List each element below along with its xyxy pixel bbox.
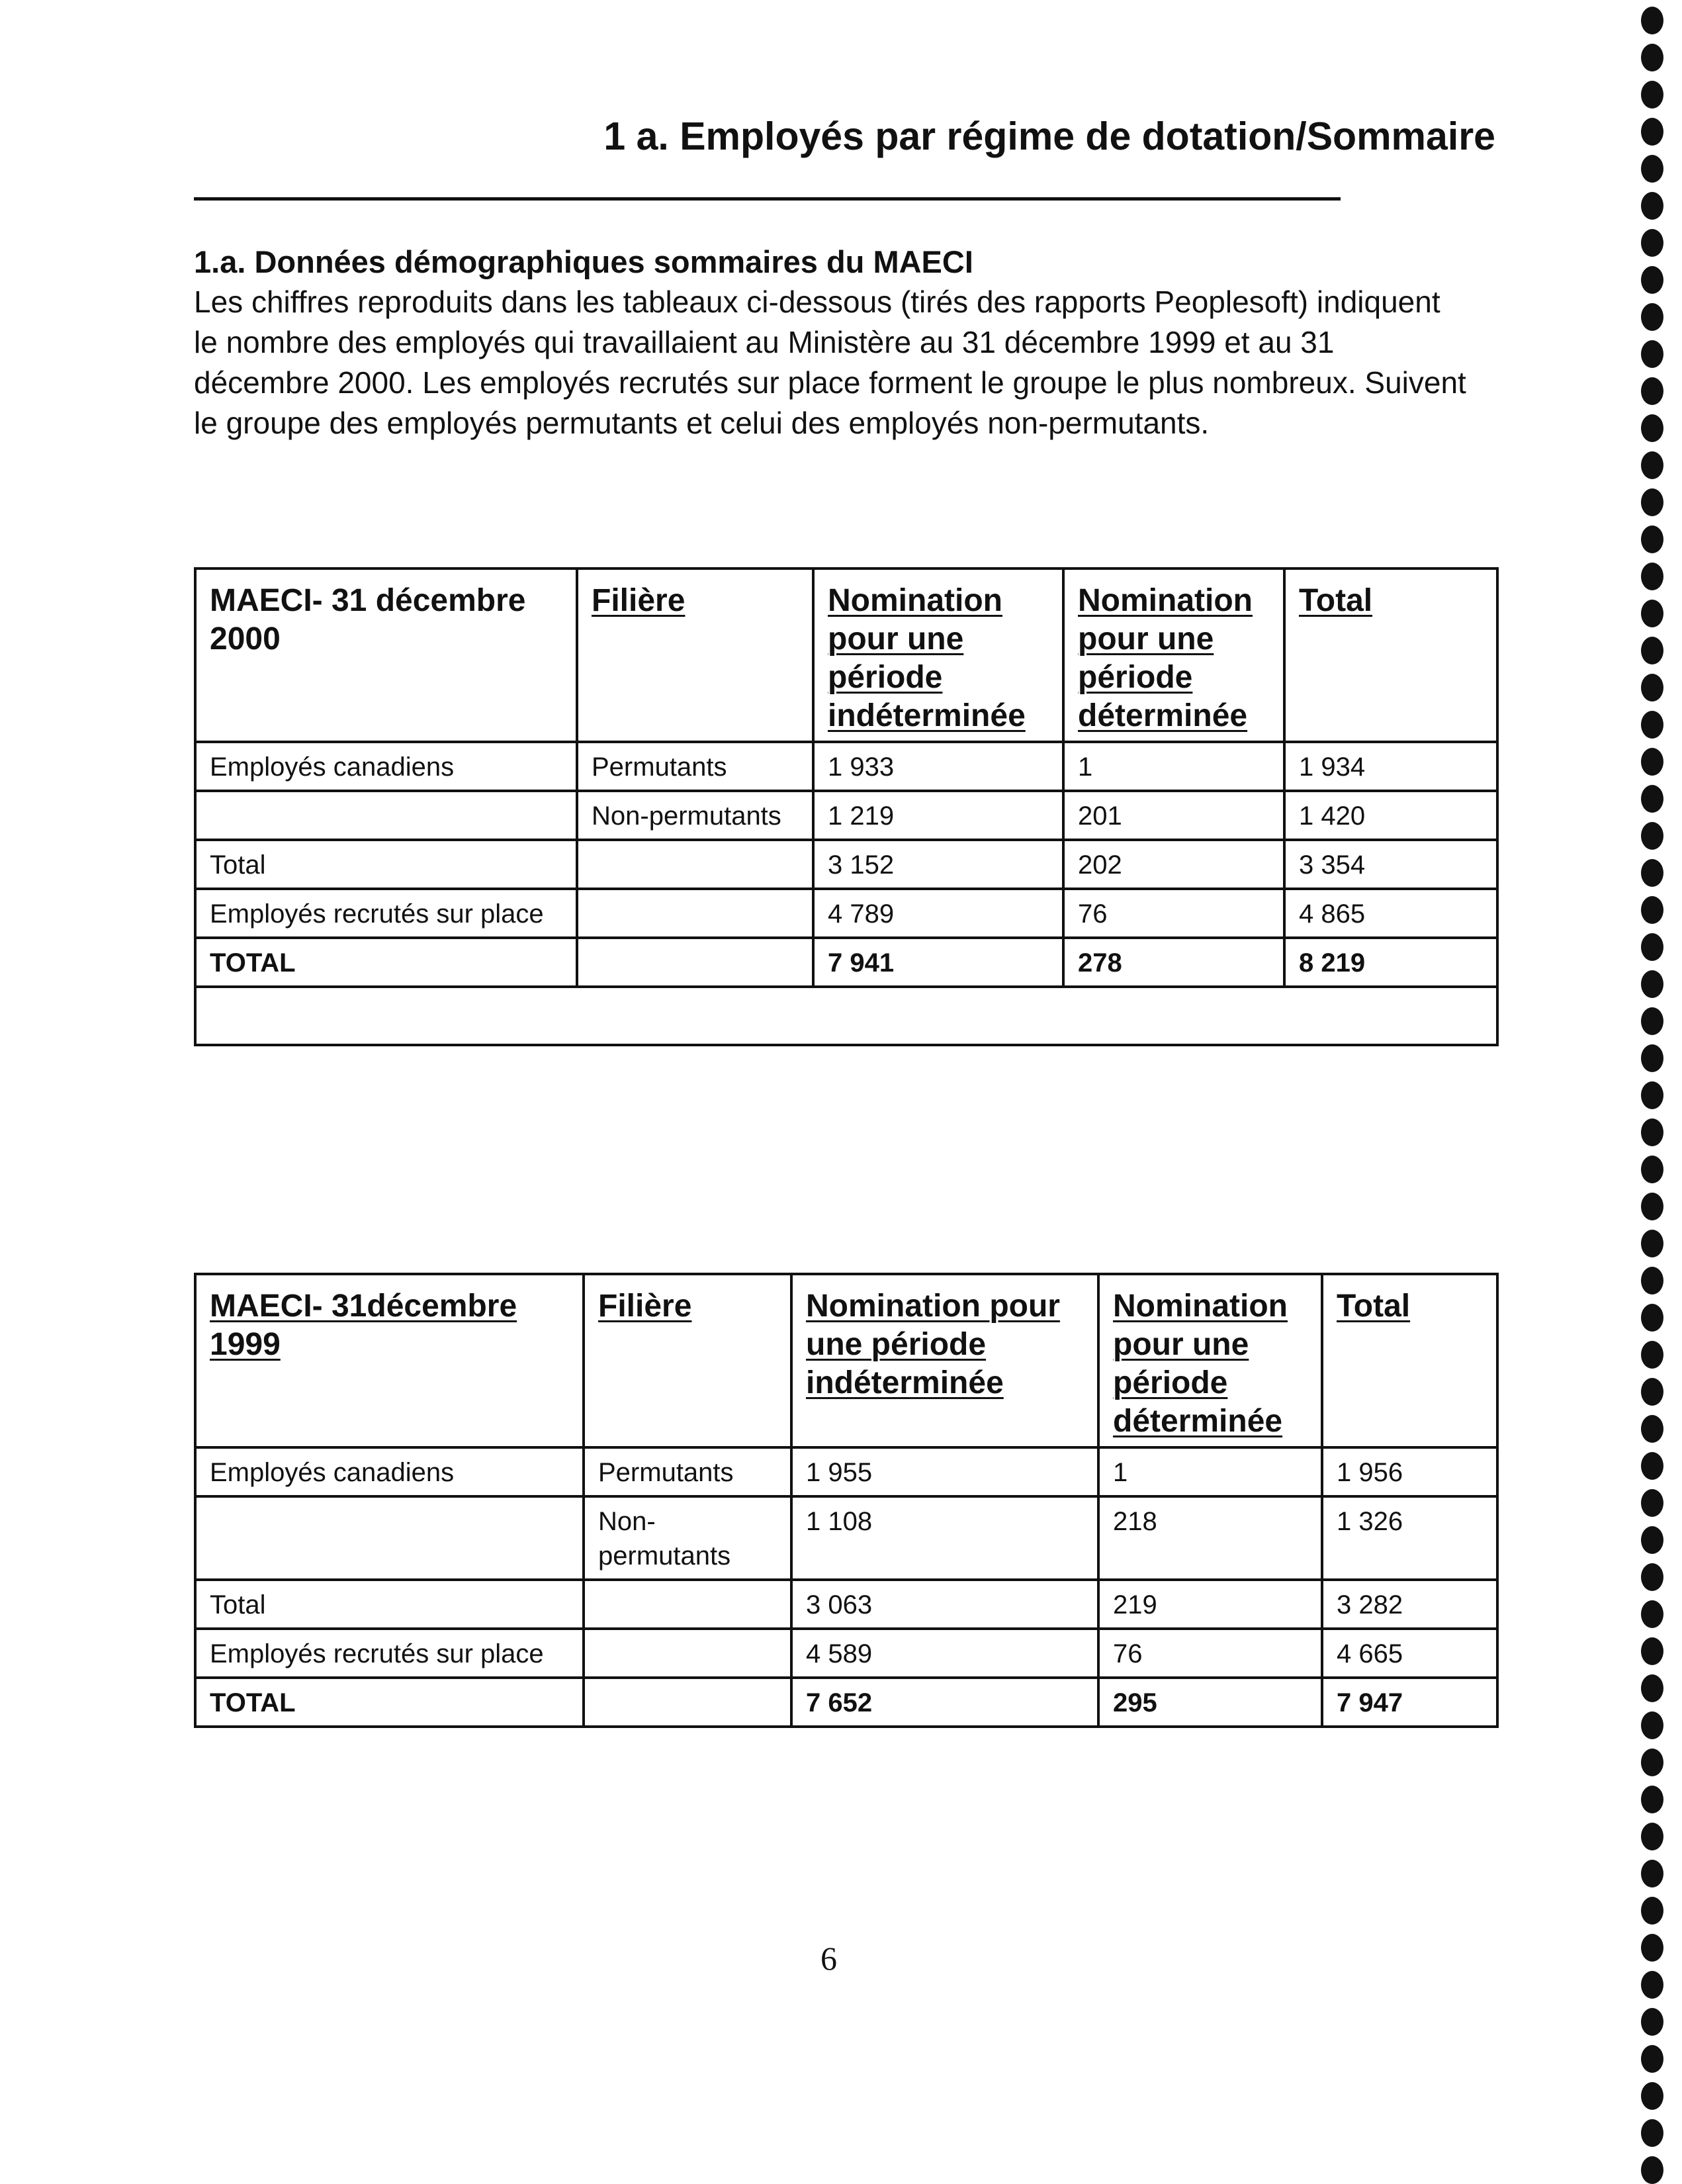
binding-hole	[1641, 1081, 1663, 1109]
binding-hole	[1641, 1193, 1663, 1220]
cell-indeterminee: 1 108	[791, 1496, 1098, 1580]
table-header-row	[195, 569, 1497, 742]
cell-determinee: 76	[1063, 889, 1284, 938]
binding-hole	[1641, 155, 1663, 183]
binding-hole	[1641, 2119, 1663, 2147]
binding-hole	[1641, 192, 1663, 220]
row-filiere	[577, 889, 813, 938]
cell-determinee: 202	[1063, 840, 1284, 889]
page-heading: 1 a. Employés par régime de dotation/Sommaire	[603, 114, 1495, 158]
cell-indeterminee: 4 589	[791, 1629, 1098, 1678]
summary-section	[194, 242, 1471, 443]
table-row	[195, 742, 1497, 791]
binding-hole	[1641, 1230, 1663, 1257]
binding-hole	[1641, 377, 1663, 405]
cell-indeterminee: 7 652	[791, 1678, 1098, 1727]
table-row	[195, 1447, 1497, 1496]
binding-hole	[1641, 785, 1663, 813]
header-period: MAECI- 31 décembre 2000	[195, 569, 577, 742]
binding-hole	[1641, 1415, 1663, 1443]
cell-determinee: 278	[1063, 938, 1284, 987]
section-body: Les chiffres reproduits dans les tableaux ci-dessous (tirés des rapports Peoplesoft) indiquent le nombre des employés qui travaillaient au Ministère au 31 décembre 1999 et au 31 décembre 2000. Les employés recrutés sur place forment le groupe le plus nombreux. Suivent le groupe des employés permutants et celui des employés non-permutants.	[194, 285, 1466, 440]
table-row	[195, 840, 1497, 889]
binding-hole	[1641, 1452, 1663, 1480]
binding-hole	[1641, 2045, 1663, 2073]
binding-hole	[1641, 1786, 1663, 1813]
binding-hole	[1641, 1600, 1663, 1628]
cell-total: 1 420	[1284, 791, 1497, 840]
row-filiere: Permutants	[584, 1447, 791, 1496]
cell-indeterminee: 3 063	[791, 1580, 1098, 1629]
binding-hole	[1641, 1971, 1663, 1999]
binding-hole	[1641, 488, 1663, 516]
table-total-row	[195, 1678, 1497, 1727]
binding-hole	[1641, 748, 1663, 776]
table-empty-row	[195, 987, 1497, 1045]
binding-hole	[1641, 1749, 1663, 1776]
binding-hole	[1641, 2156, 1663, 2184]
cell-determinee: 219	[1098, 1580, 1322, 1629]
row-filiere	[584, 1580, 791, 1629]
binding-hole	[1641, 1674, 1663, 1702]
table-total-row	[195, 938, 1497, 987]
binding-hole	[1641, 44, 1663, 71]
table-row	[195, 1496, 1497, 1580]
binding-hole	[1641, 637, 1663, 664]
row-filiere: Non-permutants	[577, 791, 813, 840]
cell-indeterminee: 1 933	[813, 742, 1063, 791]
table-2000	[194, 567, 1499, 1046]
table-row	[195, 791, 1497, 840]
row-label: Employés recrutés sur place	[195, 889, 577, 938]
header-indeterminee: Nomination pour une période indéterminée	[791, 1274, 1098, 1447]
binding-hole	[1641, 414, 1663, 442]
row-filiere: Non-permutants	[584, 1496, 791, 1580]
header-filiere: Filière	[584, 1274, 791, 1447]
row-filiere	[584, 1678, 791, 1727]
binding-hole	[1641, 1897, 1663, 1925]
binding-hole	[1641, 7, 1663, 34]
binding-hole	[1641, 340, 1663, 368]
cell-total: 3 282	[1322, 1580, 1497, 1629]
cell-indeterminee: 7 941	[813, 938, 1063, 987]
binding-hole	[1641, 896, 1663, 924]
row-filiere	[577, 840, 813, 889]
cell-determinee: 76	[1098, 1629, 1322, 1678]
row-label: Total	[195, 840, 577, 889]
row-label: TOTAL	[195, 938, 577, 987]
header-total: Total	[1284, 569, 1497, 742]
cell-total: 1 934	[1284, 742, 1497, 791]
binding-hole	[1641, 229, 1663, 257]
binding-hole	[1641, 1526, 1663, 1554]
row-label: Employés recrutés sur place	[195, 1629, 584, 1678]
binding-hole	[1641, 563, 1663, 590]
cell-total: 8 219	[1284, 938, 1497, 987]
binding-hole	[1641, 1267, 1663, 1295]
heading-rule	[194, 197, 1341, 201]
binding-hole	[1641, 451, 1663, 479]
section-title: 1.a. Données démographiques sommaires du MAECI	[194, 244, 973, 279]
binding-hole	[1641, 1823, 1663, 1850]
header-period: MAECI- 31décembre 1999	[195, 1274, 584, 1447]
binding-hole	[1641, 674, 1663, 702]
cell-indeterminee: 4 789	[813, 889, 1063, 938]
binding-hole	[1641, 1378, 1663, 1406]
cell-indeterminee: 3 152	[813, 840, 1063, 889]
row-label: Employés canadiens	[195, 742, 577, 791]
binding-hole	[1641, 2082, 1663, 2110]
header-total: Total	[1322, 1274, 1497, 1447]
cell-total: 1 326	[1322, 1496, 1497, 1580]
table-row	[195, 889, 1497, 938]
row-filiere	[584, 1629, 791, 1678]
binding-hole	[1641, 1044, 1663, 1072]
cell-total: 7 947	[1322, 1678, 1497, 1727]
row-label: TOTAL	[195, 1678, 584, 1727]
binding-hole	[1641, 600, 1663, 627]
header-determinee: Nomination pour une période déterminée	[1098, 1274, 1322, 1447]
binding-hole	[1641, 1711, 1663, 1739]
binding-hole	[1641, 1156, 1663, 1183]
binding-hole	[1641, 303, 1663, 331]
row-label	[195, 791, 577, 840]
empty-cell	[195, 987, 1497, 1045]
binding-hole	[1641, 859, 1663, 887]
cell-determinee: 201	[1063, 791, 1284, 840]
cell-indeterminee: 1 955	[791, 1447, 1098, 1496]
table-header-row	[195, 1274, 1497, 1447]
cell-determinee: 1	[1063, 742, 1284, 791]
row-label: Total	[195, 1580, 584, 1629]
header-indeterminee: Nomination pour une période indéterminée	[813, 569, 1063, 742]
binding-hole	[1641, 525, 1663, 553]
cell-total: 4 865	[1284, 889, 1497, 938]
binding-hole	[1641, 970, 1663, 998]
table-1999	[194, 1273, 1499, 1728]
binding-hole	[1641, 118, 1663, 146]
cell-determinee: 295	[1098, 1678, 1322, 1727]
binding-hole	[1641, 1118, 1663, 1146]
header-filiere: Filière	[577, 569, 813, 742]
binding-hole	[1641, 1934, 1663, 1962]
row-filiere: Permutants	[577, 742, 813, 791]
binding-hole	[1641, 1489, 1663, 1517]
binding-hole	[1641, 711, 1663, 739]
cell-determinee: 218	[1098, 1496, 1322, 1580]
binding-hole	[1641, 266, 1663, 294]
binding-hole	[1641, 933, 1663, 961]
binding-hole	[1641, 1563, 1663, 1591]
header-determinee: Nomination pour une période déterminée	[1063, 569, 1284, 742]
binding-hole	[1641, 2008, 1663, 2036]
cell-total: 4 665	[1322, 1629, 1497, 1678]
binding-hole	[1641, 1637, 1663, 1665]
binding-hole	[1641, 1341, 1663, 1369]
table-row	[195, 1580, 1497, 1629]
binding-hole	[1641, 1304, 1663, 1332]
cell-indeterminee: 1 219	[813, 791, 1063, 840]
cell-total: 1 956	[1322, 1447, 1497, 1496]
cell-determinee: 1	[1098, 1447, 1322, 1496]
table-row	[195, 1629, 1497, 1678]
cell-total: 3 354	[1284, 840, 1497, 889]
binding-holes	[1641, 0, 1667, 2176]
row-label	[195, 1496, 584, 1580]
binding-hole	[1641, 1860, 1663, 1888]
binding-hole	[1641, 81, 1663, 109]
row-label: Employés canadiens	[195, 1447, 584, 1496]
row-filiere	[577, 938, 813, 987]
page-number: 6	[820, 1940, 837, 1977]
binding-hole	[1641, 1007, 1663, 1035]
binding-hole	[1641, 822, 1663, 850]
